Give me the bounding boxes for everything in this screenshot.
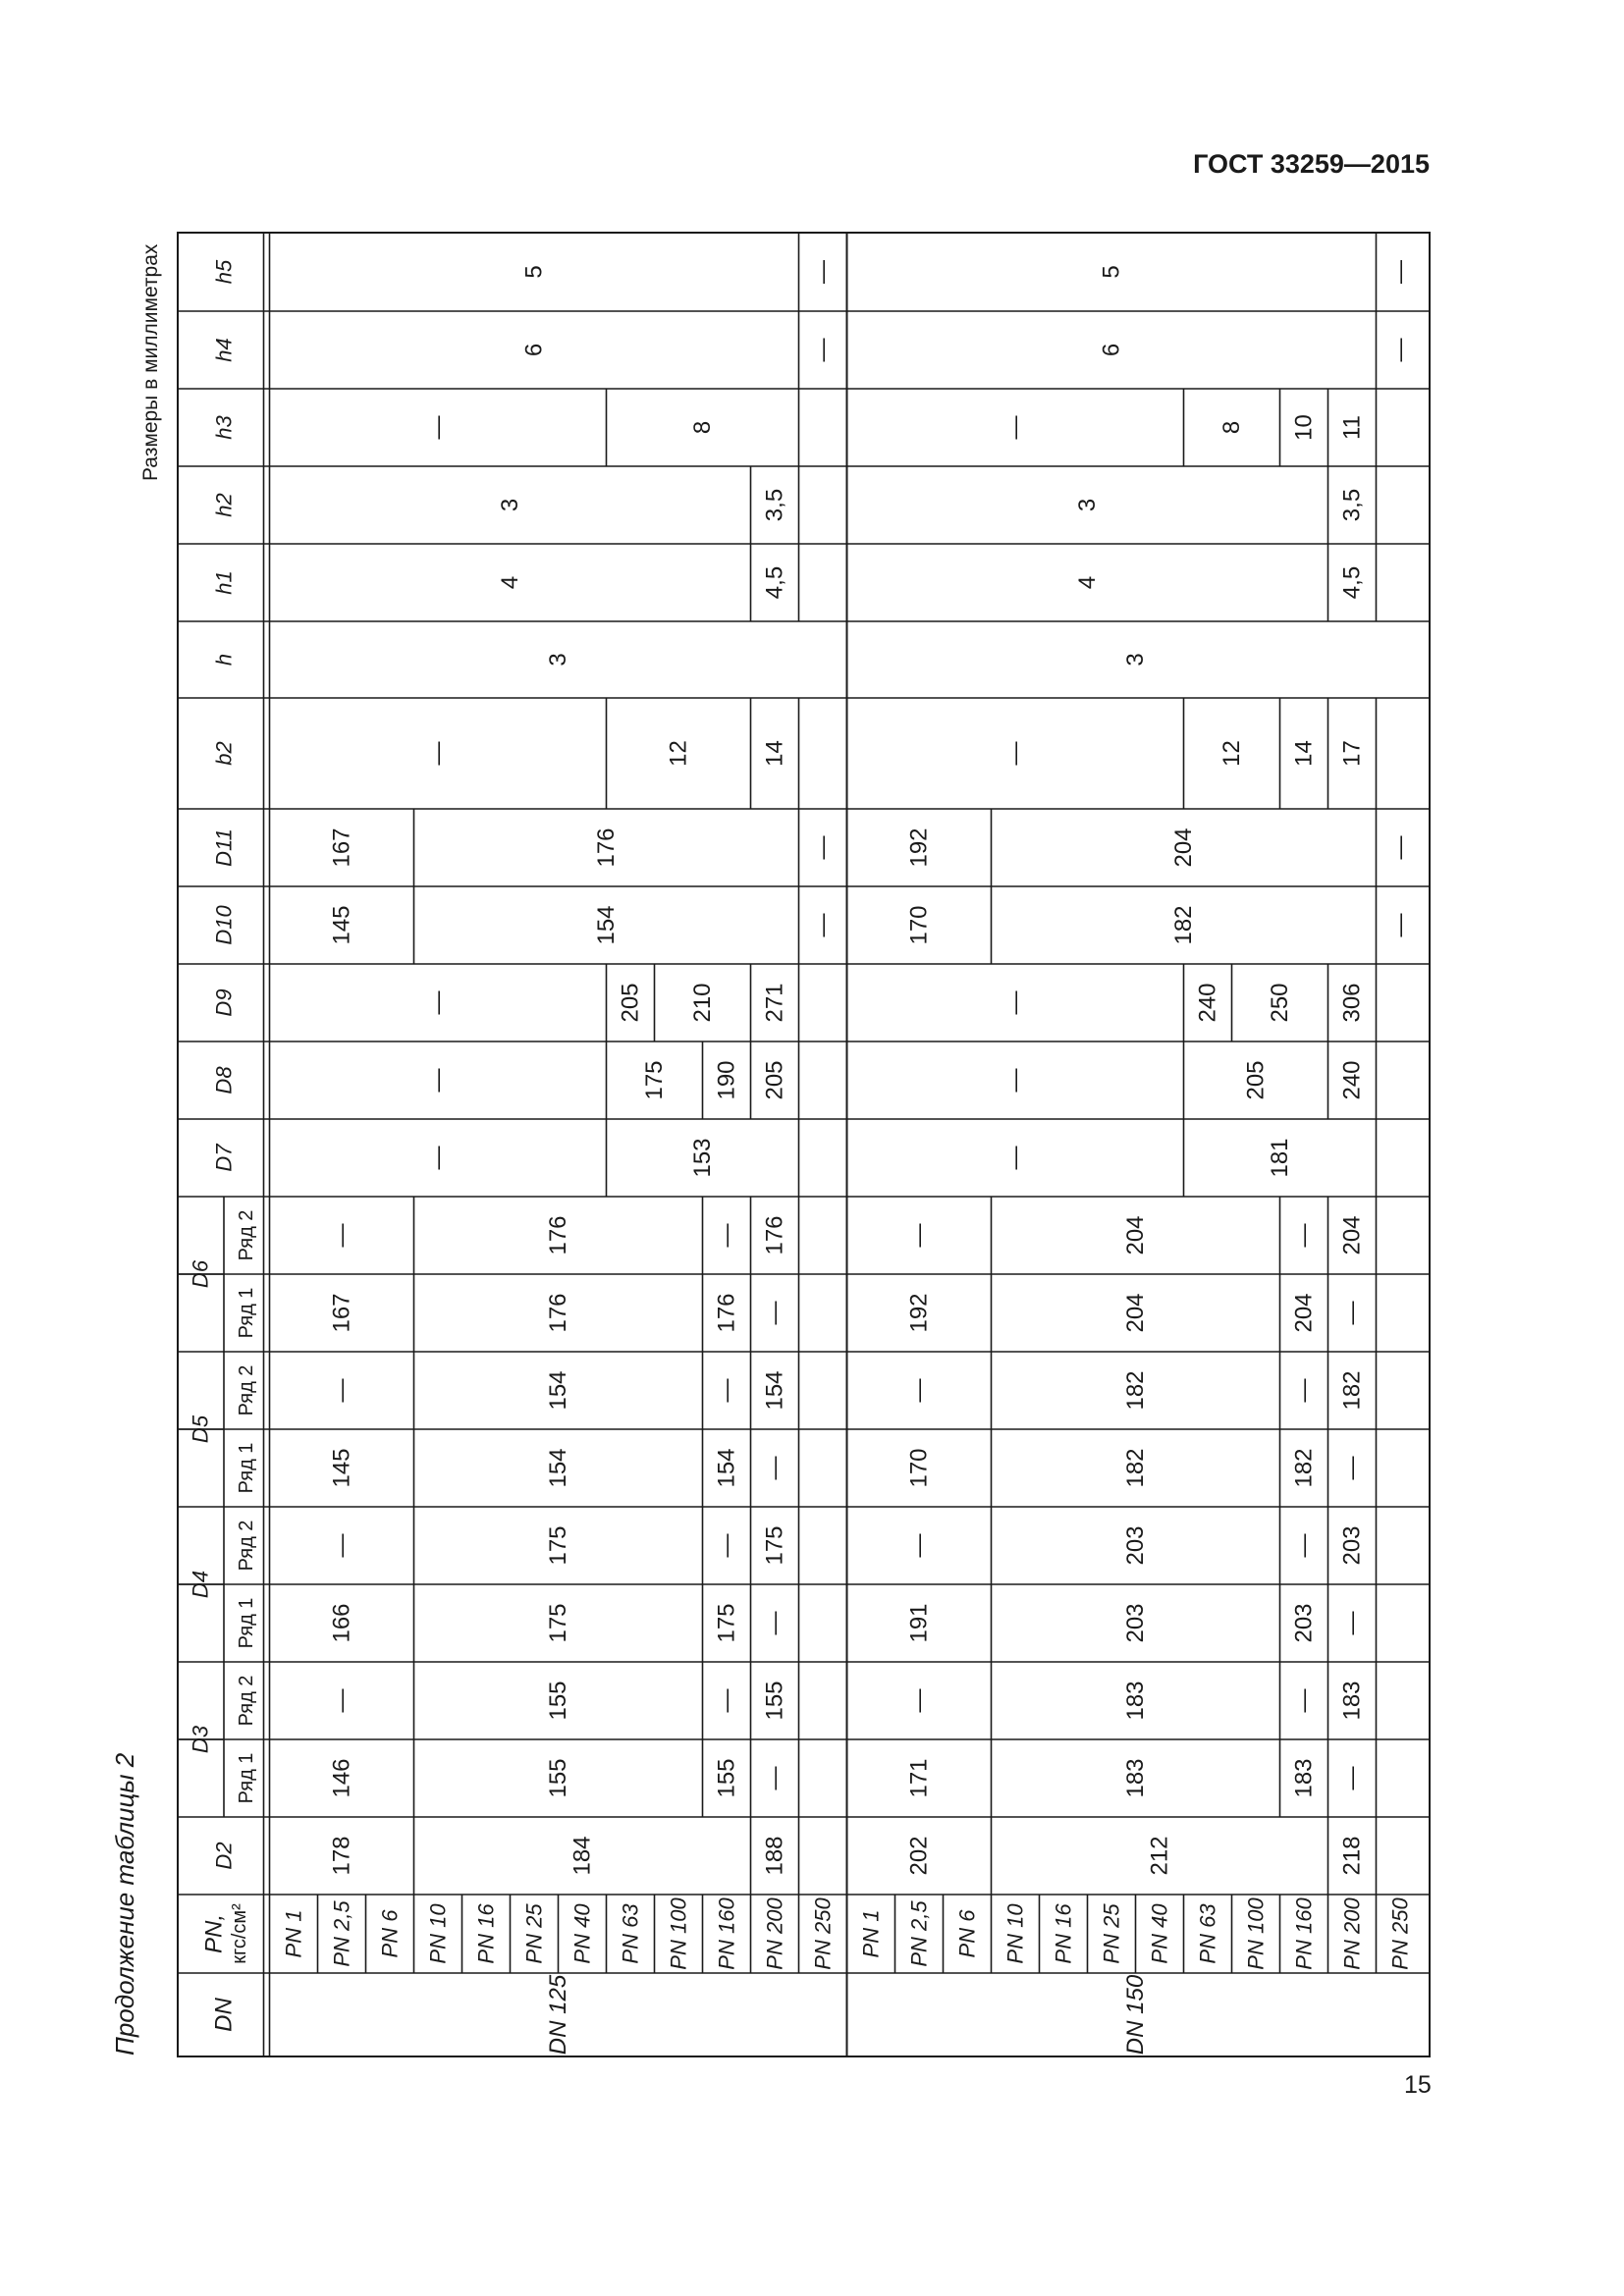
cell-value: 154	[593, 905, 620, 945]
cell-value: 3	[545, 653, 571, 667]
cell-value: 3	[497, 498, 523, 512]
cell-value: 3,5	[761, 488, 788, 522]
pn-value: PN 10	[425, 1903, 451, 1964]
header-pn-unit: кгс/см²	[229, 1903, 250, 1964]
header-h3: h3	[211, 415, 237, 440]
cell-value: —	[1386, 913, 1414, 937]
cell-value: 167	[328, 1293, 355, 1333]
cell-value: 170	[905, 1448, 933, 1488]
cell-value: —	[1290, 1223, 1318, 1248]
flange-dimensions-table	[178, 233, 1430, 2061]
pn-value: PN 63	[618, 1903, 643, 1964]
cell-value: 176	[545, 1215, 571, 1255]
cell-value: —	[328, 1223, 355, 1248]
cell-value: 204	[1290, 1293, 1318, 1333]
cell-value: 182	[1290, 1448, 1318, 1488]
pn-value: PN 40	[569, 1903, 595, 1964]
cell-value: —	[713, 1533, 740, 1558]
cell-value: 170	[905, 905, 933, 945]
cell-value: 183	[1122, 1758, 1149, 1798]
cell-value: —	[1386, 260, 1414, 284]
cell-value: 146	[328, 1758, 355, 1798]
table-continuation-caption: Продолжение таблицы 2	[110, 1752, 139, 2056]
pn-value: PN 100	[1243, 1897, 1269, 1970]
cell-value: 153	[689, 1138, 716, 1178]
header-h2: h2	[211, 493, 237, 517]
cell-value: 176	[713, 1293, 740, 1333]
header-d11: D11	[211, 828, 237, 867]
cell-value: 3	[1122, 653, 1149, 667]
header-row2: Ряд 2	[236, 1364, 257, 1416]
pn-value: PN 16	[1051, 1903, 1076, 1964]
cell-value: 11	[1338, 415, 1366, 440]
cell-value: 155	[761, 1681, 788, 1721]
cell-value: —	[1290, 1688, 1318, 1713]
cell-value: 191	[905, 1603, 933, 1643]
cell-value: 188	[761, 1836, 788, 1876]
cell-value: —	[809, 835, 837, 860]
cell-value: 240	[1194, 983, 1221, 1023]
cell-value: —	[1290, 1378, 1318, 1403]
cell-value: 4	[1074, 575, 1101, 590]
cell-value: 182	[1122, 1448, 1149, 1488]
cell-value: —	[1001, 1146, 1029, 1170]
cell-value: 171	[905, 1758, 933, 1798]
cell-value: —	[1001, 741, 1029, 766]
cell-value: —	[1001, 990, 1029, 1015]
header-h4: h4	[211, 338, 237, 362]
cell-value: 145	[328, 1448, 355, 1488]
pn-value: PN 63	[1195, 1903, 1220, 1964]
cell-value: —	[905, 1533, 933, 1558]
cell-value: 14	[761, 740, 788, 767]
cell-value: —	[1338, 1301, 1366, 1325]
cell-value: —	[1386, 338, 1414, 362]
page-number: 15	[1404, 2071, 1432, 2099]
cell-value: 6	[520, 343, 548, 357]
cell-value: —	[1338, 1456, 1366, 1480]
cell-value: 14	[1290, 740, 1318, 767]
cell-value: 183	[1290, 1758, 1318, 1798]
header-h1: h1	[211, 570, 237, 595]
cell-value: 184	[568, 1836, 596, 1876]
cell-value: 192	[905, 1293, 933, 1333]
cell-value: 10	[1290, 414, 1318, 441]
header-d4: D4	[188, 1570, 213, 1599]
cell-value: 154	[761, 1370, 788, 1411]
cell-value: 8	[1218, 420, 1245, 435]
dn-label: DN 150	[1122, 1974, 1149, 2056]
header-row1: Ряд 1	[236, 1597, 257, 1649]
cell-value: 203	[1122, 1603, 1149, 1643]
cell-value: 210	[689, 983, 716, 1023]
cell-value: —	[713, 1688, 740, 1713]
cell-value: —	[905, 1223, 933, 1248]
table-grid	[178, 233, 1430, 2056]
header-d5: D5	[188, 1415, 213, 1444]
header-row2: Ряд 2	[236, 1675, 257, 1727]
cell-value: 5	[1098, 265, 1125, 279]
cell-value: 204	[1122, 1215, 1149, 1255]
cell-value: —	[424, 1068, 452, 1093]
pn-value: PN 100	[666, 1897, 691, 1970]
cell-value: 271	[761, 983, 788, 1023]
header-b2: b2	[211, 741, 237, 766]
cell-value: 203	[1338, 1525, 1366, 1566]
cell-value: 176	[593, 828, 620, 868]
cell-value: 4	[497, 575, 523, 590]
cell-value: 3	[1074, 498, 1101, 512]
pn-value: PN 2,5	[329, 1900, 354, 1967]
cell-value: —	[713, 1378, 740, 1403]
pn-value: PN 6	[377, 1909, 403, 1958]
cell-value: —	[905, 1378, 933, 1403]
cell-value: —	[809, 913, 837, 937]
cell-value: —	[328, 1378, 355, 1403]
cell-value: —	[1290, 1533, 1318, 1558]
header-d3: D3	[188, 1725, 213, 1754]
pn-value: PN 1	[858, 1909, 884, 1958]
cell-value: 6	[1098, 343, 1125, 357]
cell-value: 306	[1338, 983, 1366, 1023]
header-h: h	[211, 653, 237, 667]
pn-value: PN 250	[810, 1897, 836, 1970]
cell-value: 204	[1170, 828, 1197, 868]
cell-value: 202	[905, 1836, 933, 1876]
cell-value: 182	[1170, 905, 1197, 945]
cell-value: 182	[1338, 1370, 1366, 1411]
pn-value: PN 2,5	[906, 1900, 932, 1967]
cell-value: 181	[1267, 1138, 1293, 1178]
cell-value: 175	[713, 1603, 740, 1643]
cell-value: —	[809, 338, 837, 362]
cell-value: —	[761, 1301, 788, 1325]
cell-value: 205	[761, 1060, 788, 1100]
cell-value: —	[905, 1688, 933, 1713]
cell-value: —	[713, 1223, 740, 1248]
cell-value: 4,5	[761, 565, 788, 600]
header-row2: Ряд 2	[236, 1209, 257, 1261]
header-row1: Ряд 1	[236, 1442, 257, 1494]
header-row1: Ряд 1	[236, 1752, 257, 1804]
standard-number: ГОСТ 33259—2015	[1193, 149, 1430, 179]
cell-value: 203	[1290, 1603, 1318, 1643]
cell-value: —	[761, 1456, 788, 1480]
pn-value: PN 40	[1147, 1903, 1172, 1964]
table-border	[178, 233, 1430, 2056]
cell-value: 155	[545, 1758, 571, 1798]
cell-value: 183	[1122, 1681, 1149, 1721]
cell-value: 212	[1146, 1836, 1173, 1876]
cell-value: 175	[641, 1060, 668, 1100]
pn-value: PN 6	[954, 1909, 980, 1958]
cell-value: —	[328, 1533, 355, 1558]
cell-value: 167	[328, 828, 355, 868]
cell-value: 8	[689, 420, 716, 435]
cell-value: —	[809, 260, 837, 284]
header-d6: D6	[188, 1259, 213, 1289]
cell-value: —	[1338, 1766, 1366, 1790]
cell-value: 190	[713, 1060, 740, 1100]
cell-value: 3,5	[1338, 488, 1366, 522]
cell-value: 166	[328, 1603, 355, 1643]
cell-value: —	[424, 990, 452, 1015]
cell-value: —	[328, 1688, 355, 1713]
cell-value: 218	[1338, 1836, 1366, 1876]
cell-value: 4,5	[1338, 565, 1366, 600]
cell-value: 17	[1338, 740, 1366, 767]
cell-value: 145	[328, 905, 355, 945]
cell-value: 12	[665, 740, 692, 767]
dn-label: DN 125	[545, 1974, 571, 2056]
pn-value: PN 10	[1002, 1903, 1028, 1964]
pn-value: PN 160	[714, 1897, 739, 1970]
cell-value: 175	[545, 1603, 571, 1643]
cell-value: 204	[1122, 1293, 1149, 1333]
cell-value: 240	[1338, 1060, 1366, 1100]
cell-value: —	[424, 415, 452, 440]
pn-value: PN 250	[1387, 1897, 1413, 1970]
cell-value: 203	[1122, 1525, 1149, 1566]
header-d7: D7	[211, 1144, 237, 1172]
cell-value: 12	[1218, 740, 1245, 767]
cell-value: 175	[545, 1525, 571, 1566]
cell-value: 205	[617, 983, 644, 1023]
cell-value: 250	[1267, 983, 1293, 1023]
cell-value: 182	[1122, 1370, 1149, 1411]
header-pn: PN,	[200, 1913, 228, 1954]
header-d8: D8	[211, 1066, 237, 1095]
cell-value: —	[1386, 835, 1414, 860]
cell-value: 175	[761, 1525, 788, 1566]
cell-value: —	[761, 1611, 788, 1635]
pn-value: PN 160	[1291, 1897, 1317, 1970]
cell-value: 5	[520, 265, 548, 279]
header-d2: D2	[211, 1842, 237, 1870]
pn-value: PN 16	[473, 1903, 499, 1964]
cell-value: —	[1001, 415, 1029, 440]
cell-value: 178	[328, 1836, 355, 1876]
cell-value: —	[424, 1146, 452, 1170]
cell-value: 176	[545, 1293, 571, 1333]
cell-value: —	[424, 741, 452, 766]
cell-value: 204	[1338, 1215, 1366, 1255]
cell-value: 183	[1338, 1681, 1366, 1721]
header-d9: D9	[211, 988, 237, 1017]
pn-value: PN 25	[1099, 1903, 1124, 1964]
cell-value: 154	[545, 1448, 571, 1488]
pn-value: PN 200	[762, 1897, 787, 1970]
pn-value: PN 1	[281, 1909, 306, 1958]
cell-value: 155	[545, 1681, 571, 1721]
header-dn: DN	[210, 1998, 238, 2032]
cell-value: 154	[713, 1448, 740, 1488]
cell-value: 205	[1242, 1060, 1270, 1100]
header-row2: Ряд 2	[236, 1520, 257, 1572]
cell-value: 192	[905, 828, 933, 868]
header-h5: h5	[211, 259, 237, 285]
pn-value: PN 25	[521, 1903, 547, 1964]
units-caption: Размеры в миллиметрах	[139, 243, 162, 481]
header-row1: Ряд 1	[236, 1287, 257, 1339]
cell-value: —	[1338, 1611, 1366, 1635]
header-d10: D10	[211, 905, 237, 945]
cell-value: 176	[761, 1215, 788, 1255]
cell-value: 155	[713, 1758, 740, 1798]
cell-value: 154	[545, 1370, 571, 1411]
cell-value: —	[1001, 1068, 1029, 1093]
cell-value: —	[761, 1766, 788, 1790]
pn-value: PN 200	[1339, 1897, 1365, 1970]
